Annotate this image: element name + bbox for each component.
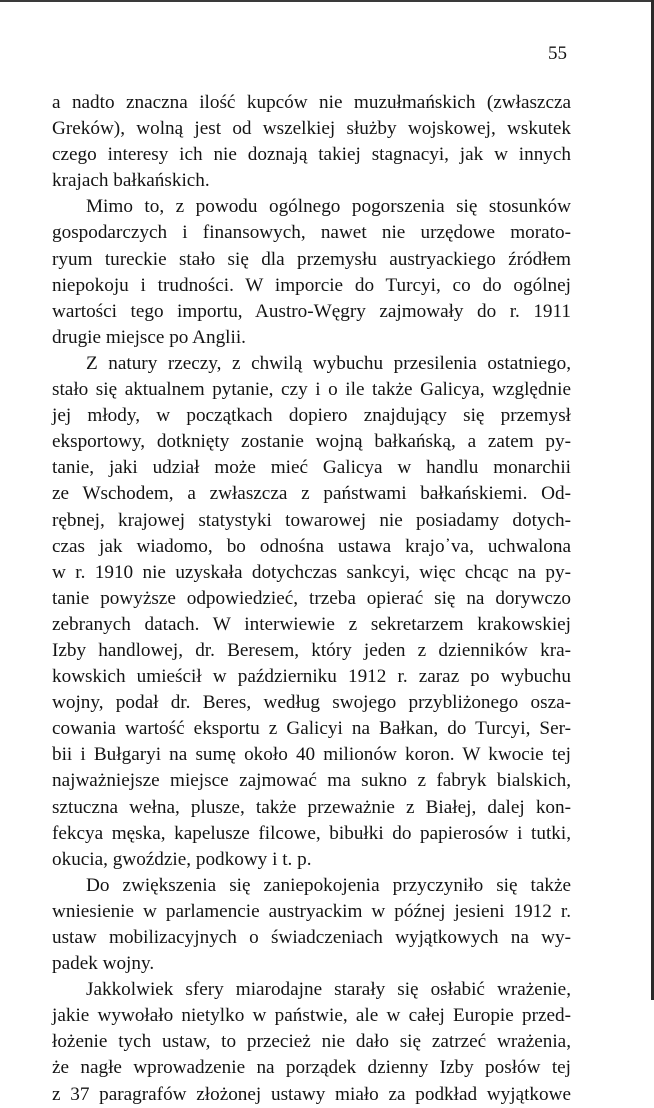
text-line: wojny, podał dr. Beres, według swojego przybliżonego osza- bbox=[52, 692, 571, 714]
text-line: wniesienie w parlamencie austryackim w późnej jesieni 1912 r. bbox=[52, 900, 571, 922]
text-line: okucia, gwoździe, podkowy i t. p. bbox=[52, 848, 312, 870]
text-line: Mimo to, z powodu ogólnego pogorszenia się stosunków bbox=[86, 196, 571, 218]
text-line: stało się aktualnem pytanie, czy i o ile także Galicya, względnie bbox=[52, 379, 571, 401]
text-line: w r. 1910 nie uzyskała dotychczas sankcyi, więc chcąc na py- bbox=[52, 561, 571, 583]
text-line: ustaw mobilizacyjnych o świadczeniach wyjątkowych na wy- bbox=[52, 927, 571, 948]
text-line: ryum tureckie stało się dla przemysłu austryackiego źródłem bbox=[52, 248, 571, 270]
text-line: jakie wywołało nietylko w państwie, ale w całej Europie przed- bbox=[52, 1005, 571, 1027]
text-line: niepokoju i trudności. W imporcie do Turcyi, co do ogólnej bbox=[52, 274, 571, 296]
text-line: czego interesy ich nie doznają takiej stagnacyi, jak w innych bbox=[52, 144, 571, 166]
text-line: Greków), wolną jest od wszelkiej służby wojskowej, wskutek bbox=[52, 118, 571, 140]
text-line: kowskich umieścił w październiku 1912 r. zaraz po wybuchu bbox=[52, 666, 571, 688]
text-line: łożenie tych ustaw, to przecież nie dało się zatrzeć wrażenia, bbox=[52, 1031, 571, 1053]
text-line: drugie miejsce po Anglii. bbox=[52, 326, 246, 348]
text-line: cowania wartość eksportu z Galicyi na Bałkan, do Turcyi, Ser- bbox=[52, 718, 571, 740]
text-line: tanie, jaki udział może mieć Galicya w handlu monarchii bbox=[52, 457, 571, 479]
text-line: Izby handlowej, dr. Beresem, który jeden z dzienników kra- bbox=[52, 639, 571, 661]
text-line: zebranych datach. W interwiewie z sekretarzem krakowskiej bbox=[52, 613, 571, 635]
text-line: najważniejsze miejsce zajmować ma sukno z fabryk bialskich, bbox=[52, 770, 571, 792]
text-line: sztuczna wełna, plusze, także przeważnie z Białej, dalej kon- bbox=[52, 796, 571, 818]
body-text bbox=[52, 90, 571, 1108]
text-line: gospodarczych i finansowych, nawet nie urzędowe morato- bbox=[52, 222, 571, 244]
scan-edge-top bbox=[0, 0, 654, 2]
text-line: padek wojny. bbox=[52, 953, 155, 975]
text-line: że nagłe wprowadzenie na porządek dzienny Izby posłów tej bbox=[52, 1057, 571, 1079]
text-line: krajach bałkańskich. bbox=[52, 170, 210, 192]
text-line: ze Wschodem, a zwłaszcza z państwami bałkańskiemi. Od- bbox=[52, 483, 571, 505]
text-line: a nadto znaczna ilość kupców nie muzułmańskich (zwłaszcza bbox=[52, 92, 571, 113]
text-line: bii i Bułgaryi na sumę około 40 milionów koron. W kwocie tej bbox=[52, 744, 571, 766]
text-line: fekcya męska, kapelusze filcowe, bibułki do papierosów i tutki, bbox=[52, 822, 571, 844]
text-line: tanie powyższe odpowiedzieć, trzeba opierać się na dorywczo bbox=[52, 587, 571, 609]
text-line: czas jak wiadomo, bo odnośna ustawa krajo᾽va, uchwalona bbox=[52, 535, 571, 557]
page-number: 55 bbox=[548, 43, 567, 64]
text-line: wartości tego importu, Austro-Węgry zajmowały do r. 1911 bbox=[52, 300, 571, 322]
text-line: eksportowy, dotknięty zostanie wojną bałkańską, a zatem py- bbox=[52, 431, 571, 453]
text-line: jej młody, w początkach dopiero znajdujący się przemysł bbox=[52, 405, 571, 427]
text-line: Z natury rzeczy, z chwilą wybuchu przesilenia ostatniego, bbox=[86, 352, 571, 374]
text-line: Do zwiększenia się zaniepokojenia przyczyniło się także bbox=[86, 874, 571, 896]
text-line: rębnej, krajowej statystyki towarowej nie posiadamy dotych- bbox=[52, 509, 571, 531]
text-line: z 37 paragrafów złożonej ustawy miało za podkład wyjątkowe bbox=[52, 1083, 571, 1105]
text-line: Jakkolwiek sfery miarodajne starały się osłabić wrażenie, bbox=[86, 979, 571, 1001]
